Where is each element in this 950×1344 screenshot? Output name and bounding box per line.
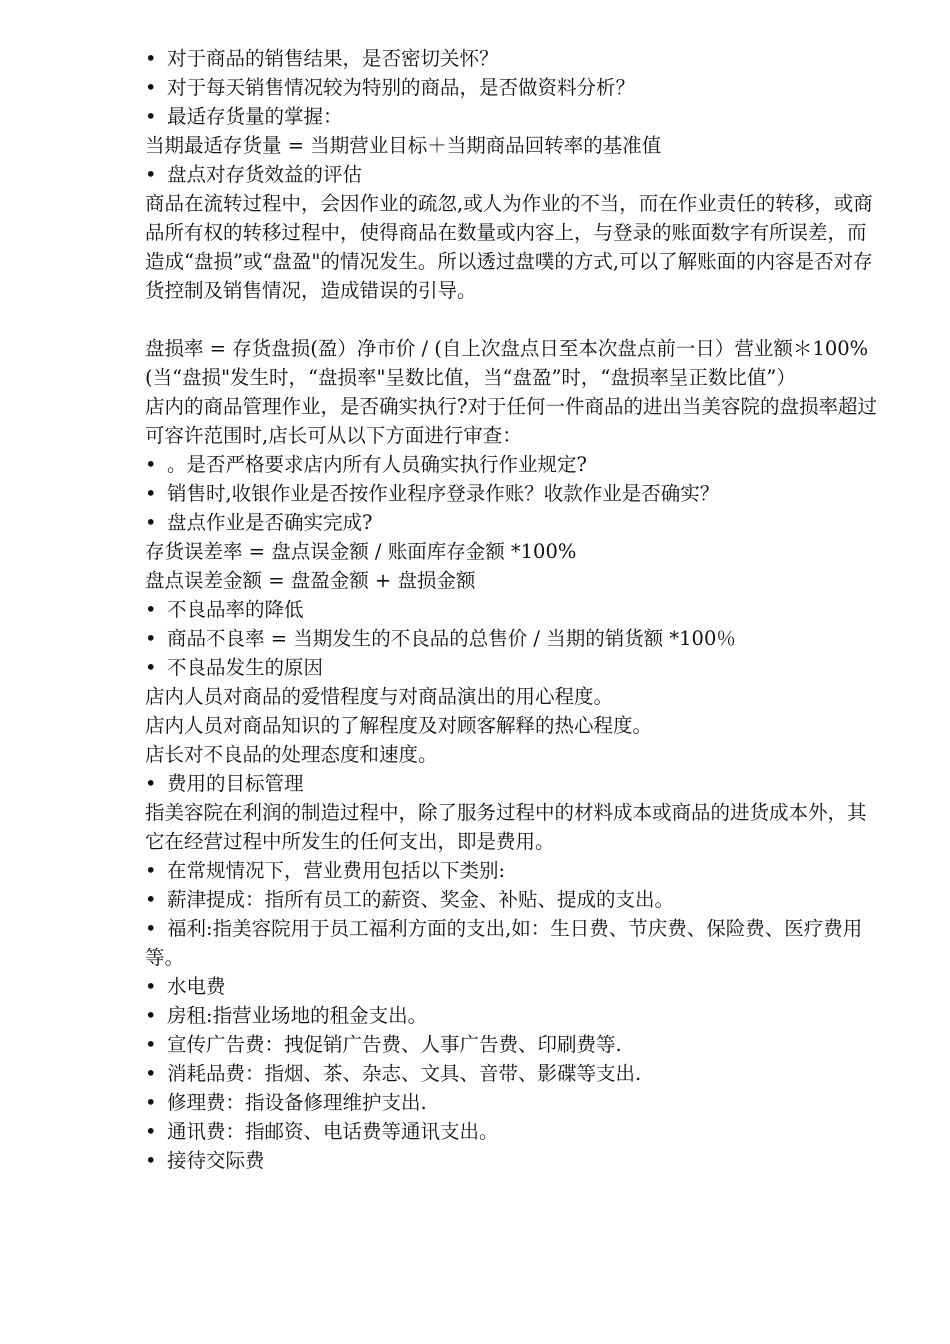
bullet-item [145, 160, 880, 189]
bullet-item [145, 102, 880, 131]
bullet-item [145, 885, 880, 914]
bullet-text: 在常规情况下，营业费用包括以下类别: [167, 859, 506, 882]
bullet-icon: • [145, 511, 157, 534]
bullet-item [145, 44, 880, 73]
bullet-icon: • [145, 482, 157, 505]
bullet-item [145, 1059, 880, 1088]
document-page [145, 44, 880, 1175]
bullet-icon: • [145, 76, 157, 99]
bullet-item [145, 769, 880, 798]
bullet-icon: • [145, 163, 157, 186]
bullet-icon: • [145, 888, 157, 911]
paragraph: 指美容院在利润的制造过程中，除了服务过程中的材料成本或商品的进货成本外，其它在经营过程中所发生的任何支出，即是费用。 [145, 801, 867, 853]
bullet-item [145, 1001, 880, 1030]
bullet-item [145, 1146, 880, 1175]
bullet-text: 盘点作业是否确实完成? [167, 511, 373, 534]
bullet-item [145, 914, 880, 972]
bullet-text: 宣传广告费：拽促销广告费、人事广告费、印刷费等. [167, 1033, 622, 1056]
bullet-icon: • [145, 1062, 157, 1085]
bullet-text: 水电费 [167, 975, 226, 998]
bullet-text: 消耗品费：指烟、茶、杂志、文具、音带、影碟等支出. [167, 1062, 642, 1085]
bullet-icon: • [145, 1004, 157, 1027]
bullet-item [145, 595, 880, 624]
bullet-text: 房租:指营业场地的租金支出。 [167, 1004, 428, 1027]
text-line: 当期最适存货量 = 当期营业目标＋当期商品回转率的基准值 [145, 134, 662, 157]
bullet-item [145, 1030, 880, 1059]
text-line: 盘点误差金额 = 盘盈金额 + 盘损金额 [145, 569, 476, 592]
bullet-text: 薪津提成：指所有员工的薪资、奖金、补贴、提成的支出。 [167, 888, 675, 911]
paragraph: 商品在流转过程中，会因作业的疏忽,或人为作业的不当，而在作业责任的转移，或商品所有权的转移过程中，使得商品在数量或内容上，与登录的账面数字有所误差，而造成“盘损”或“盘盈"的情况发生。所以透过盘噗的方式,可以了解账面的内容是否对存货控制及销售情况，造成错误的引导。 [145, 192, 873, 302]
bullet-text: 费用的目标管理 [167, 772, 304, 795]
bullet-item [145, 1088, 880, 1117]
bullet-item [145, 972, 880, 1001]
bullet-text: 不良品率的降低 [167, 598, 304, 621]
bullet-icon: • [145, 627, 157, 650]
bullet-icon: • [145, 105, 157, 128]
bullet-text: 对于商品的销售结果，是否密切关怀？ [167, 47, 499, 70]
bullet-icon: • [145, 1033, 157, 1056]
bullet-text: 接待交际费 [167, 1149, 265, 1172]
bullet-text: 。是否严格要求店内所有人员确实执行作业规定? [167, 453, 587, 476]
bullet-icon: • [145, 859, 157, 882]
text-line: 店内人员对商品知识的了解程度及对顾客解释的热心程度。 [145, 714, 653, 737]
bullet-text: 通讯费：指邮资、电话费等通讯支出。 [167, 1120, 499, 1143]
paragraph: (当“盘损"发生时，“盘损率"呈数比值，当“盘盈”时，“盘损率呈正数比值”） [145, 366, 796, 389]
paragraph: 店内的商品管理作业，是否确实执行?对于任何一件商品的进出当美容院的盘损率超过可容许范围时,店长可从以下方面进行审查： [145, 395, 877, 447]
bullet-item [145, 653, 880, 682]
text-line: 存货误差率 = 盘点误金额 / 账面库存金额 *100% [145, 540, 577, 563]
bullet-icon: • [145, 1091, 157, 1114]
bullet-text: 对于每天销售情况较为特别的商品，是否做资料分析？ [167, 76, 636, 99]
bullet-item [145, 450, 880, 479]
bullet-text: 修理费：指设备修理维护支出. [167, 1091, 427, 1114]
bullet-text: 不良品发生的原因 [167, 656, 324, 679]
bullet-icon: • [145, 598, 157, 621]
document-body [145, 44, 880, 1175]
bullet-icon: • [145, 1149, 157, 1172]
bullet-icon: • [145, 453, 157, 476]
bullet-item [145, 508, 880, 537]
bullet-text: 福利:指美容院用于员工福利方面的支出,如：生日费、节庆费、保险费、医疗费用等。 [145, 917, 863, 969]
bullet-text: 销售时,收银作业是否按作业程序登录作账？收款作业是否确实？ [167, 482, 720, 505]
bullet-item [145, 479, 880, 508]
bullet-icon: • [145, 47, 157, 70]
bullet-item [145, 73, 880, 102]
bullet-item [145, 1117, 880, 1146]
bullet-text: 最适存货量的掌握： [167, 105, 343, 128]
bullet-icon: • [145, 917, 157, 940]
text-line: 店内人员对商品的爱惜程度与对商品演出的用心程度。 [145, 685, 614, 708]
paragraph: 盘损率 = 存货盘损(盈）净市价 / (自上次盘点日至本次盘点前一日）营业额＊100% [145, 337, 869, 360]
bullet-icon: • [145, 975, 157, 998]
bullet-icon: • [145, 1120, 157, 1143]
bullet-item [145, 624, 880, 653]
bullet-text: 盘点对存货效益的评估 [167, 163, 363, 186]
blank-line [145, 305, 880, 334]
bullet-icon: • [145, 772, 157, 795]
bullet-icon: • [145, 656, 157, 679]
bullet-text: 商品不良率 = 当期发生的不良品的总售价 / 当期的销货额 *100％ [167, 627, 736, 650]
text-line: 店长对不良品的处理态度和速度。 [145, 743, 438, 766]
bullet-item [145, 856, 880, 885]
